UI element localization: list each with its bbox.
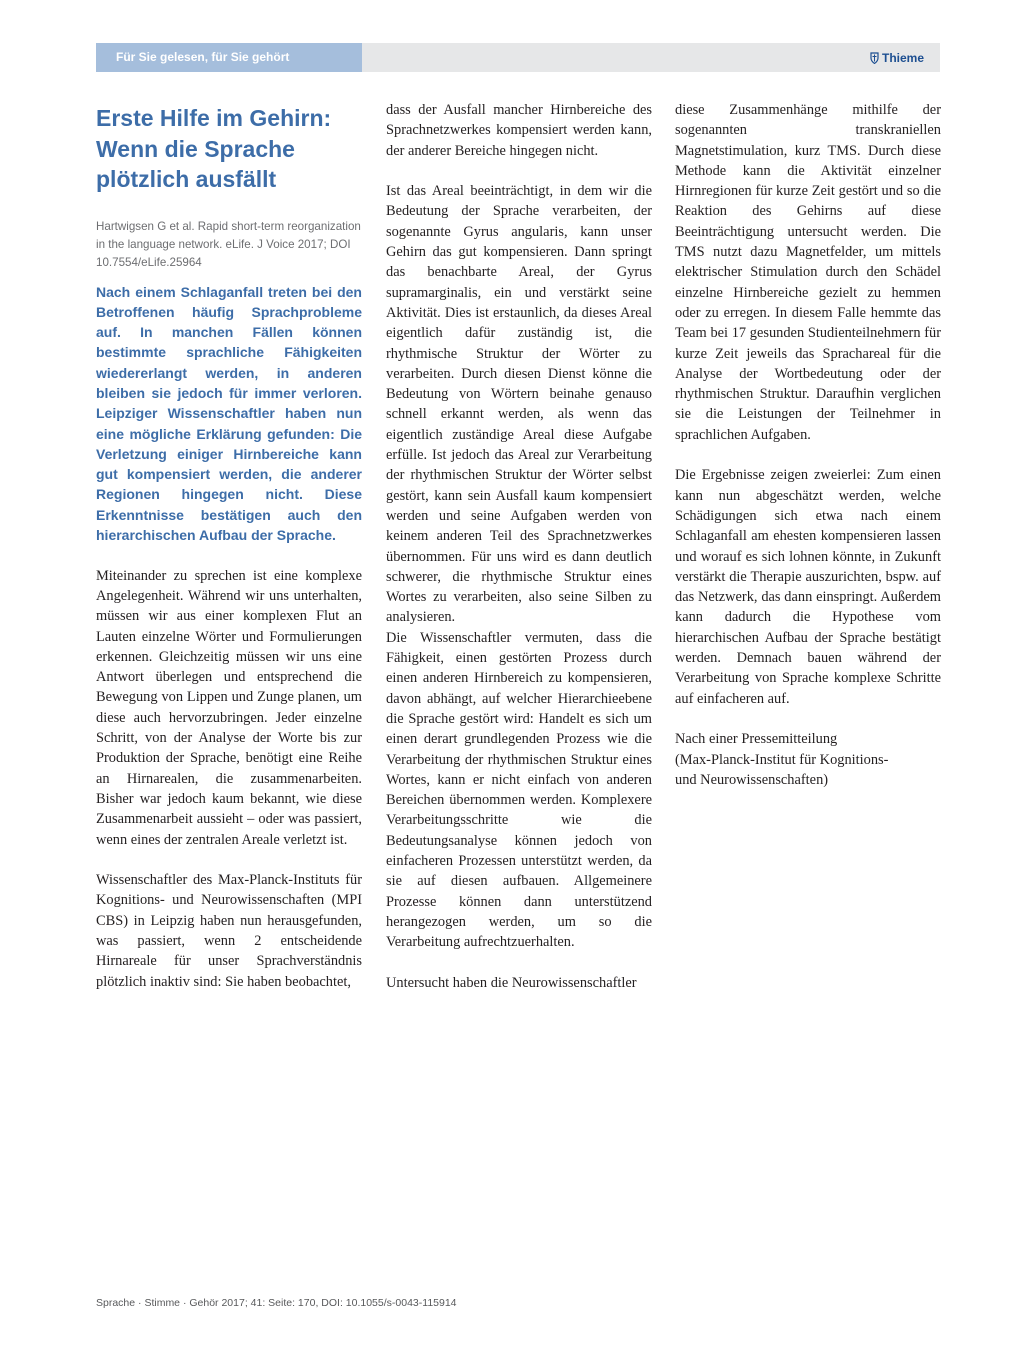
body-paragraph: Miteinander zu sprechen ist eine komplexe Angelegenheit. Während wir uns unterhalten, müssen wir aus einer komplexen Flut an Lauten einzelne Wörter und Formulierungen erkennen. Gleichzeitig müssen wir uns eine Antwort überlegen und entsprechend die Bewegung von Lippen und Zunge planen, um diese auch hervorzubringen. Jeder einzelne Schritt, von der Analyse der Worte bis zur Produktion der Sprache, benötigt eine Reihe an Hirnarealen, die zusammenarbeiten. Bisher war jedoch kaum bekannt, wie diese Zusammenarbeit aussieht – oder was passiert, wenn eines der zentralen Areale verletzt ist. — [96, 567, 362, 848]
column-1 — [96, 100, 362, 992]
press-source-line: (Max-Planck-Institut für Kognitions- — [675, 751, 889, 768]
column-2 — [386, 100, 652, 993]
body-paragraph: Wissenschaftler des Max-Planck-Instituts für Kognitions- und Neurowissenschaften (MPI CBS) in Leipzig haben nun herausgefunden, was passiert, wenn 2 entscheidende Hirnareale für unser Sprachverständnis plötzlich inaktiv sind: Sie haben beobachtet, — [96, 872, 362, 990]
brand — [870, 43, 924, 72]
body-paragraph: Untersucht haben die Neurowissenschaftler — [386, 974, 637, 991]
body-paragraph: dass der Ausfall mancher Hirnbereiche des Sprachnetzwerkes kompensiert werden kann, der anderer Bereiche hingegen nicht. — [386, 102, 652, 159]
lead-paragraph: Nach einem Schlaganfall treten bei den Betroffenen häufig Sprachprobleme auf. In manchen Fällen können bestimmte sprachliche Fähigkeiten wiedererlangt werden, in anderen bleiben sie jedoch für immer verloren. Leipziger Wissenschaftler haben nun eine mögliche Erklärung gefunden: Die Verletzung einiger Hirnbereiche kann gut kompensiert werden, die anderer Regionen hingegen nicht. Diese Erkenntnisse bestätigen auch den hierarchischen Aufbau der Sprache. — [96, 283, 362, 544]
thieme-logo-icon — [870, 52, 879, 64]
page-footer: Sprache · Stimme · Gehör 2017; 41: Seite: 170, DOI: 10.1055/s-0043-115914 — [96, 1297, 457, 1309]
press-source-line: und Neurowissenschaften) — [675, 771, 829, 788]
brand-name: Thieme — [881, 50, 924, 65]
body-paragraph: diese Zusammenhänge mithilfe der sogenannten transkraniellen Magnetstimulation, kurz TMS. Durch diese Methode kann die Aktivität einzelner Hirnregionen für kurze Zeit gestört und so die Reaktion des Gehirns auf diese Beeinträchtigung untersucht werden. Die TMS nutzt dazu Magnetfelder, um mittels elektrischer Stimulation durch den Schädel einzelne Hirnbereiche gezielt zu hemmen oder zu erregen. In diesem Falle hemmte das Team bei 17 gesunden Studienteilnehmern für kurze Zeit jeweils das Sprachareal für die Analyse der Wortbedeutung oder der rhythmischen Struktur. Daraufhin verglichen sie die Leistungen der Teilnehmer in sprachlichen Aufgaben. — [675, 102, 941, 443]
article-title: Erste Hilfe im Gehirn: Wenn die Sprache plötzlich ausfällt — [96, 105, 332, 192]
citation: Hartwigsen G et al. Rapid short-term reorganization in the language network. eLife. J Voice 2017; DOI 10.7554/eLife.25964 — [96, 219, 361, 269]
section-label: Für Sie gelesen, für Sie gehört — [96, 43, 362, 72]
body-paragraph: Die Wissenschaftler vermuten, dass die Fähigkeit, einen gestörten Prozess durch einen anderen Hirnbereich zu kompensieren, davon abhängt, auf welcher Hierarchieebene die Sprache gestört wird: Handelt es sich um einen derart grundlegenden Prozess wie die Verarbeitung der rhythmischen Struktur eines Wortes, kann er nicht einfach von anderen Bereichen übernommen werden. Komplexere Verarbeitungsschritte wie die Bedeutungsanalyse können jedoch von einfacheren Prozessen unterstützt werden, da sie auf diesen aufbauen. Allgemeinere Prozesse können dann unterstützend herangezogen werden, um so die Verarbeitung aufrechtzuerhalten. — [386, 629, 652, 951]
column-3 — [675, 100, 941, 790]
press-source-line: Nach einer Pressemitteilung — [675, 731, 838, 748]
body-paragraph: Die Ergebnisse zeigen zweierlei: Zum einen kann nun abgeschätzt werden, welche Schädigungen sich etwa nach einem Schlaganfall am ehesten kompensieren lassen und worauf es sich lohnen könnte, in Zukunft verstärkt die Therapie auszurichten, bspw. auf das Netzwerk, das dann einspringt. Außerdem kann dadurch die Hypothese vom hierarchischen Aufbau der Sprache bestätigt werden. Demnach bauen während der Verarbeitung von Sprache komplexe Schritte auf einfacheren auf. — [675, 467, 941, 707]
body-paragraph: Ist das Areal beeinträchtigt, in dem wir die Bedeutung der Sprache verarbeiten, der sogenannte Gyrus angularis, kann unser Gehirn das gut kompensieren. Dann springt das benachbarte Areal, der Gyrus supramarginalis, ein und verstärkt seine Aktivität. Dies ist erstaunlich, da dieses Areal eigentlich dafür zuständig ist, die rhythmische Struktur der Wörter zu verarbeiten. Durch diesen Dienst könne die Bedeutung von Wörtern beinahe genauso schnell erkannt werden, als wenn das eigentlich zuständige Areal diese Aufgabe erfülle. Ist jedoch das Areal zur Verarbeitung der rhythmischen Struktur der Wörter selbst gestört, kann sein Ausfall kaum kompensiert werden und seine Aufgaben werden von keinem anderen Teil des Sprachnetzwerkes übernommen. Für uns wird es dann deutlich schwerer, die rhythmische Struktur eines Wortes zu verarbeiten, also seine Silben zu analysieren. — [386, 183, 652, 626]
